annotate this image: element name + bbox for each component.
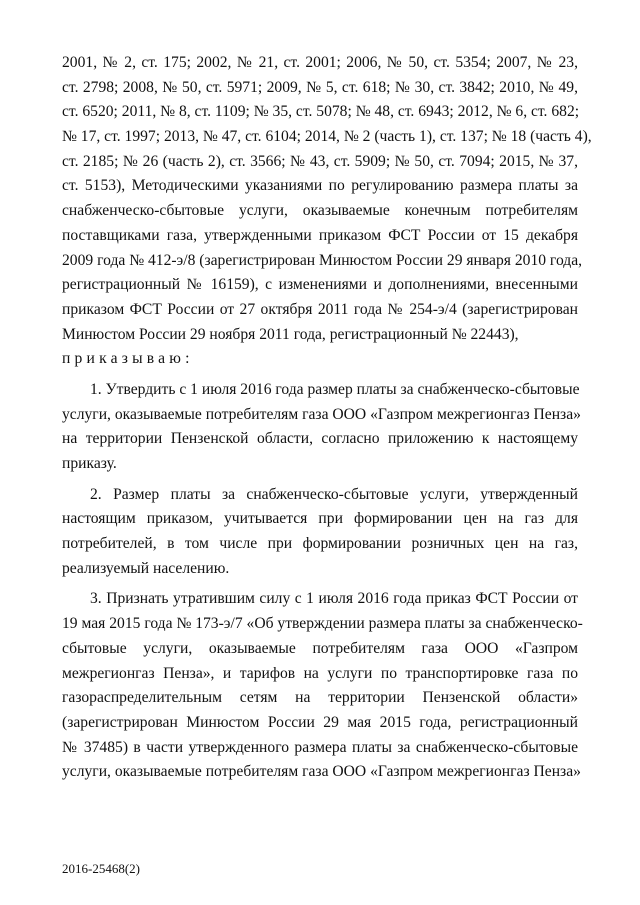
order-keyword: приказываю:	[62, 350, 194, 368]
paragraph-3-line: 19 мая 2015 года № 173-э/7 «Об утверждении размера платы за снабженческо-	[62, 615, 583, 633]
document-body	[62, 51, 592, 785]
text-line: ст. 6520; 2011, № 8, ст. 1109; № 35, ст. 5078; № 48, ст. 6943; 2012, № 6, ст. 682;	[62, 103, 580, 121]
text-line: приказом ФСТ России от 27 октября 2011 года № 254-э/4 (зарегистрирован	[62, 300, 578, 318]
paragraph-1-line: 1. Утвердить с 1 июля 2016 года размер платы за снабженческо-сбытовые	[90, 380, 580, 398]
text-line: 2009 года № 412-э/8 (зарегистрирован Минюстом России 29 января 2010 года,	[62, 251, 583, 269]
text-line: поставщиками газа, утвержденными приказом ФСТ России от 15 декабря	[62, 226, 578, 244]
text-line: регистрационный № 16159), с изменениями и дополнениями, внесенными	[62, 276, 578, 294]
paragraph-3-line: сбытовые услуги, оказываемые потребителям газа ООО «Газпром	[62, 639, 578, 657]
paragraph-2-line: реализуемый населению.	[62, 559, 230, 577]
paragraph-3-line: 3. Признать утратившим силу с 1 июля 2016 года приказ ФСТ России от	[90, 590, 578, 608]
text-line: снабженческо-сбытовые услуги, оказываемые конечным потребителям	[62, 202, 578, 220]
paragraph-3-line: № 37485) в части утвержденного размера платы за снабженческо-сбытовые	[62, 738, 578, 756]
text-line: ст. 5153), Методическими указаниями по регулированию размера платы за	[62, 177, 578, 195]
paragraph-1-line: на территории Пензенской области, согласно приложению к настоящему	[62, 430, 578, 448]
paragraph-3-line: газораспределительным сетям на территории Пензенской области»	[62, 689, 578, 707]
paragraph-3-line: (зарегистрирован Минюстом России 29 мая 2015 года, регистрационный	[62, 713, 578, 731]
text-line: 2001, № 2, ст. 175; 2002, № 21, ст. 2001; 2006, № 50, ст. 5354; 2007, № 23,	[62, 54, 578, 71]
paragraph-3-line: услуги, оказываемые потребителям газа ООО «Газпром межрегионгаз Пенза»	[62, 763, 581, 781]
paragraph-2-line: настоящим приказом, учитывается при формировании цен на газ для	[62, 510, 578, 528]
paragraph-2-line: 2. Размер платы за снабженческо-сбытовые услуги, утвержденный	[90, 485, 578, 503]
text-line: № 17, ст. 1997; 2013, № 47, ст. 6104; 2014, № 2 (часть 1), ст. 137; № 18 (часть 4),	[62, 128, 592, 146]
paragraph-2-line: потребителей, в том числе при формировании розничных цен на газ,	[62, 535, 578, 553]
paragraph-1-line: услуги, оказываемые потребителям газа ООО «Газпром межрегионгаз Пенза»	[62, 405, 581, 423]
document-number-footer: 2016-25468(2)	[62, 861, 140, 876]
text-line: ст. 2185; № 26 (часть 2), ст. 3566; № 43, ст. 5909; № 50, ст. 7094; 2015, № 37,	[62, 152, 578, 170]
text-line: ст. 2798; 2008, № 50, ст. 5971; 2009, № 5, ст. 618; № 30, ст. 3842; 2010, № 49,	[62, 78, 578, 96]
paragraph-3-line: межрегионгаз Пенза», и тарифов на услуги по транспортировке газа по	[62, 664, 578, 682]
text-line: Минюстом России 29 ноября 2011 года, регистрационный № 22443),	[62, 325, 519, 343]
paragraph-1-line: приказу.	[62, 455, 117, 472]
